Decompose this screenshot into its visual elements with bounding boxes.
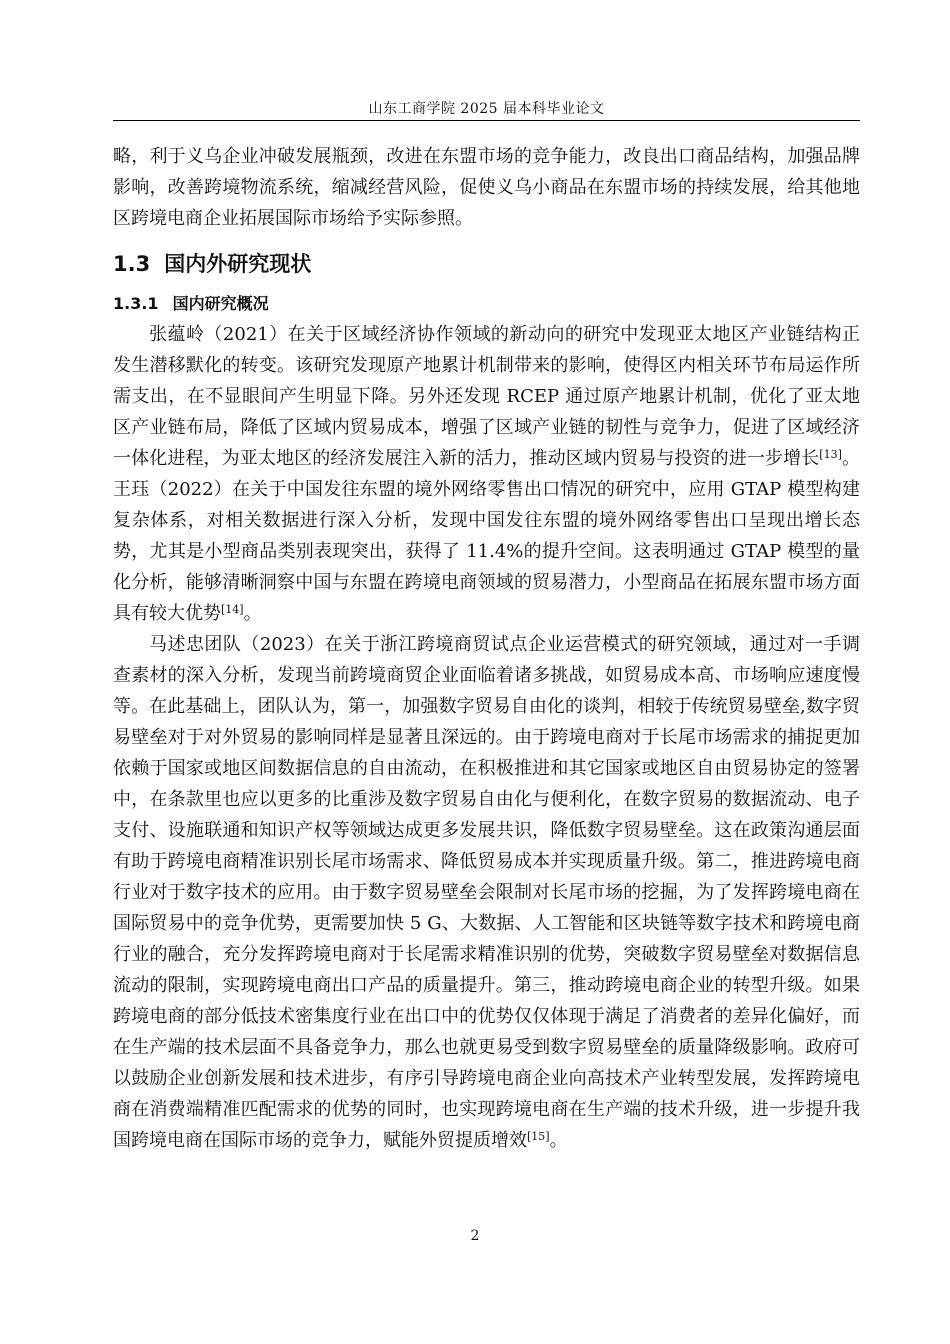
subsection-title: 国内研究概况 xyxy=(172,294,269,313)
subsection-heading xyxy=(113,289,860,319)
page-body xyxy=(113,141,860,1156)
paragraph-1-part-1: 张蕴岭（2021）在关于区域经济协作领域的新动向的研究中发现亚太地区产业链结构正发生潜移默化的转变。该研究发现原产地累计机制带来的影响，使得区内相关环节布局运作所需支出，在不显眼间产生明显下降。另外还发现 RCEP 通过原产地累计机制，优化了亚太地区产业链布局，降低了区域内贸易成本，增强了区域产业链的韧性与竞争力，促进了区域经济一体化进程，为亚太地区的经济发展注入新的活力，推动区域内贸易与投资的进一步增长 xyxy=(113,324,860,469)
citation-14: [14] xyxy=(221,603,244,616)
paragraph-1-part-2: 。王珏（2022）在关于中国发往东盟的境外网络零售出口情况的研究中，应用 GTAP 模型构建复杂体系，对相关数据进行深入分析，发现中国发往东盟的境外网络零售出口呈现出增长态势，尤其是小型商品类别表现突出，获得了 11.4%的提升空间。这表明通过 GTAP 模型的量化分析，能够清晰洞察中国与东盟在跨境电商领域的贸易潜力，小型商品在拓展东盟市场方面具有较大优势 xyxy=(113,448,861,624)
page-number: 2 xyxy=(470,1228,480,1244)
paragraph-2-end: 。 xyxy=(549,1130,568,1151)
citation-13: [13] xyxy=(819,448,842,461)
citation-15: [15] xyxy=(527,1130,550,1143)
paragraph-2-text: 马述忠团队（2023）在关于浙江跨境商贸试点企业运营模式的研究领域，通过对一手调查素材的深入分析，发现当前跨境商贸企业面临着诸多挑战，如贸易成本高、市场响应速度慢等。在此基础上，团队认为，第一，加强数字贸易自由化的谈判，相较于传统贸易壁垒,数字贸易壁垒对于对外贸易的影响同样是显著且深远的。由于跨境电商对于长尾市场需求的捕捉更加依赖于国家或地区间数据信息的自由流动，在积极推进和其它国家或地区自由贸易协定的签署中，在条款里也应以更多的比重涉及数字贸易自由化与便利化，在数字贸易的数据流动、电子支付、设施联通和知识产权等领域达成更多发展共识，降低数字贸易壁垒。这在政策沟通层面有助于跨境电商精准识别长尾市场需求、降低贸易成本并实现质量升级。第二，推进跨境电商行业对于数字技术的应用。由于数字贸易壁垒会限制对长尾市场的挖掘，为了发挥跨境电商在国际贸易中的竞争优势，更需要加快 5 G、大数据、人工智能和区块链等数字技术和跨境电商行业的融合，充分发挥跨境电商对于长尾需求精准识别的优势，突破数字贸易壁垒对数据信息流动的限制，实现跨境电商出口产品的质量提升。第三，推动跨境电商企业的转型升级。如果跨境电商的部分低技术密集度行业在出口中的优势仅仅体现于满足了消费者的差异化偏好，而在生产端的技术层面不具备竞争力，那么也就更易受到数字贸易壁垒的质量降级影响。政府可以鼓励企业创新发展和技术进步，有序引导跨境电商企业向高技术产业转型发展，发挥跨境电商在消费端精准匹配需求的优势的同时，也实现跨境电商在生产端的技术升级，进一步提升我国跨境电商在国际市场的竞争力，赋能外贸提质增效 xyxy=(113,634,860,1151)
header-rule xyxy=(113,120,860,121)
section-number: 1.3 xyxy=(113,252,151,276)
paragraph-1 xyxy=(113,319,860,629)
paragraph-1-part-3: 。 xyxy=(243,603,262,624)
paragraph-2 xyxy=(113,629,860,1156)
section-title: 国内外研究现状 xyxy=(164,252,312,276)
section-heading xyxy=(113,249,860,279)
subsection-number: 1.3.1 xyxy=(113,294,159,313)
carryover-paragraph: 略，利于义乌企业冲破发展瓶颈，改进在东盟市场的竞争能力，改良出口商品结构，加强品牌影响，改善跨境物流系统，缩减经营风险，促使义乌小商品在东盟市场的持续发展，给其他地区跨境电商企业拓展国际市场给予实际参照。 xyxy=(113,146,860,229)
running-header: 山东工商学院 2025 届本科毕业论文 xyxy=(368,101,605,117)
